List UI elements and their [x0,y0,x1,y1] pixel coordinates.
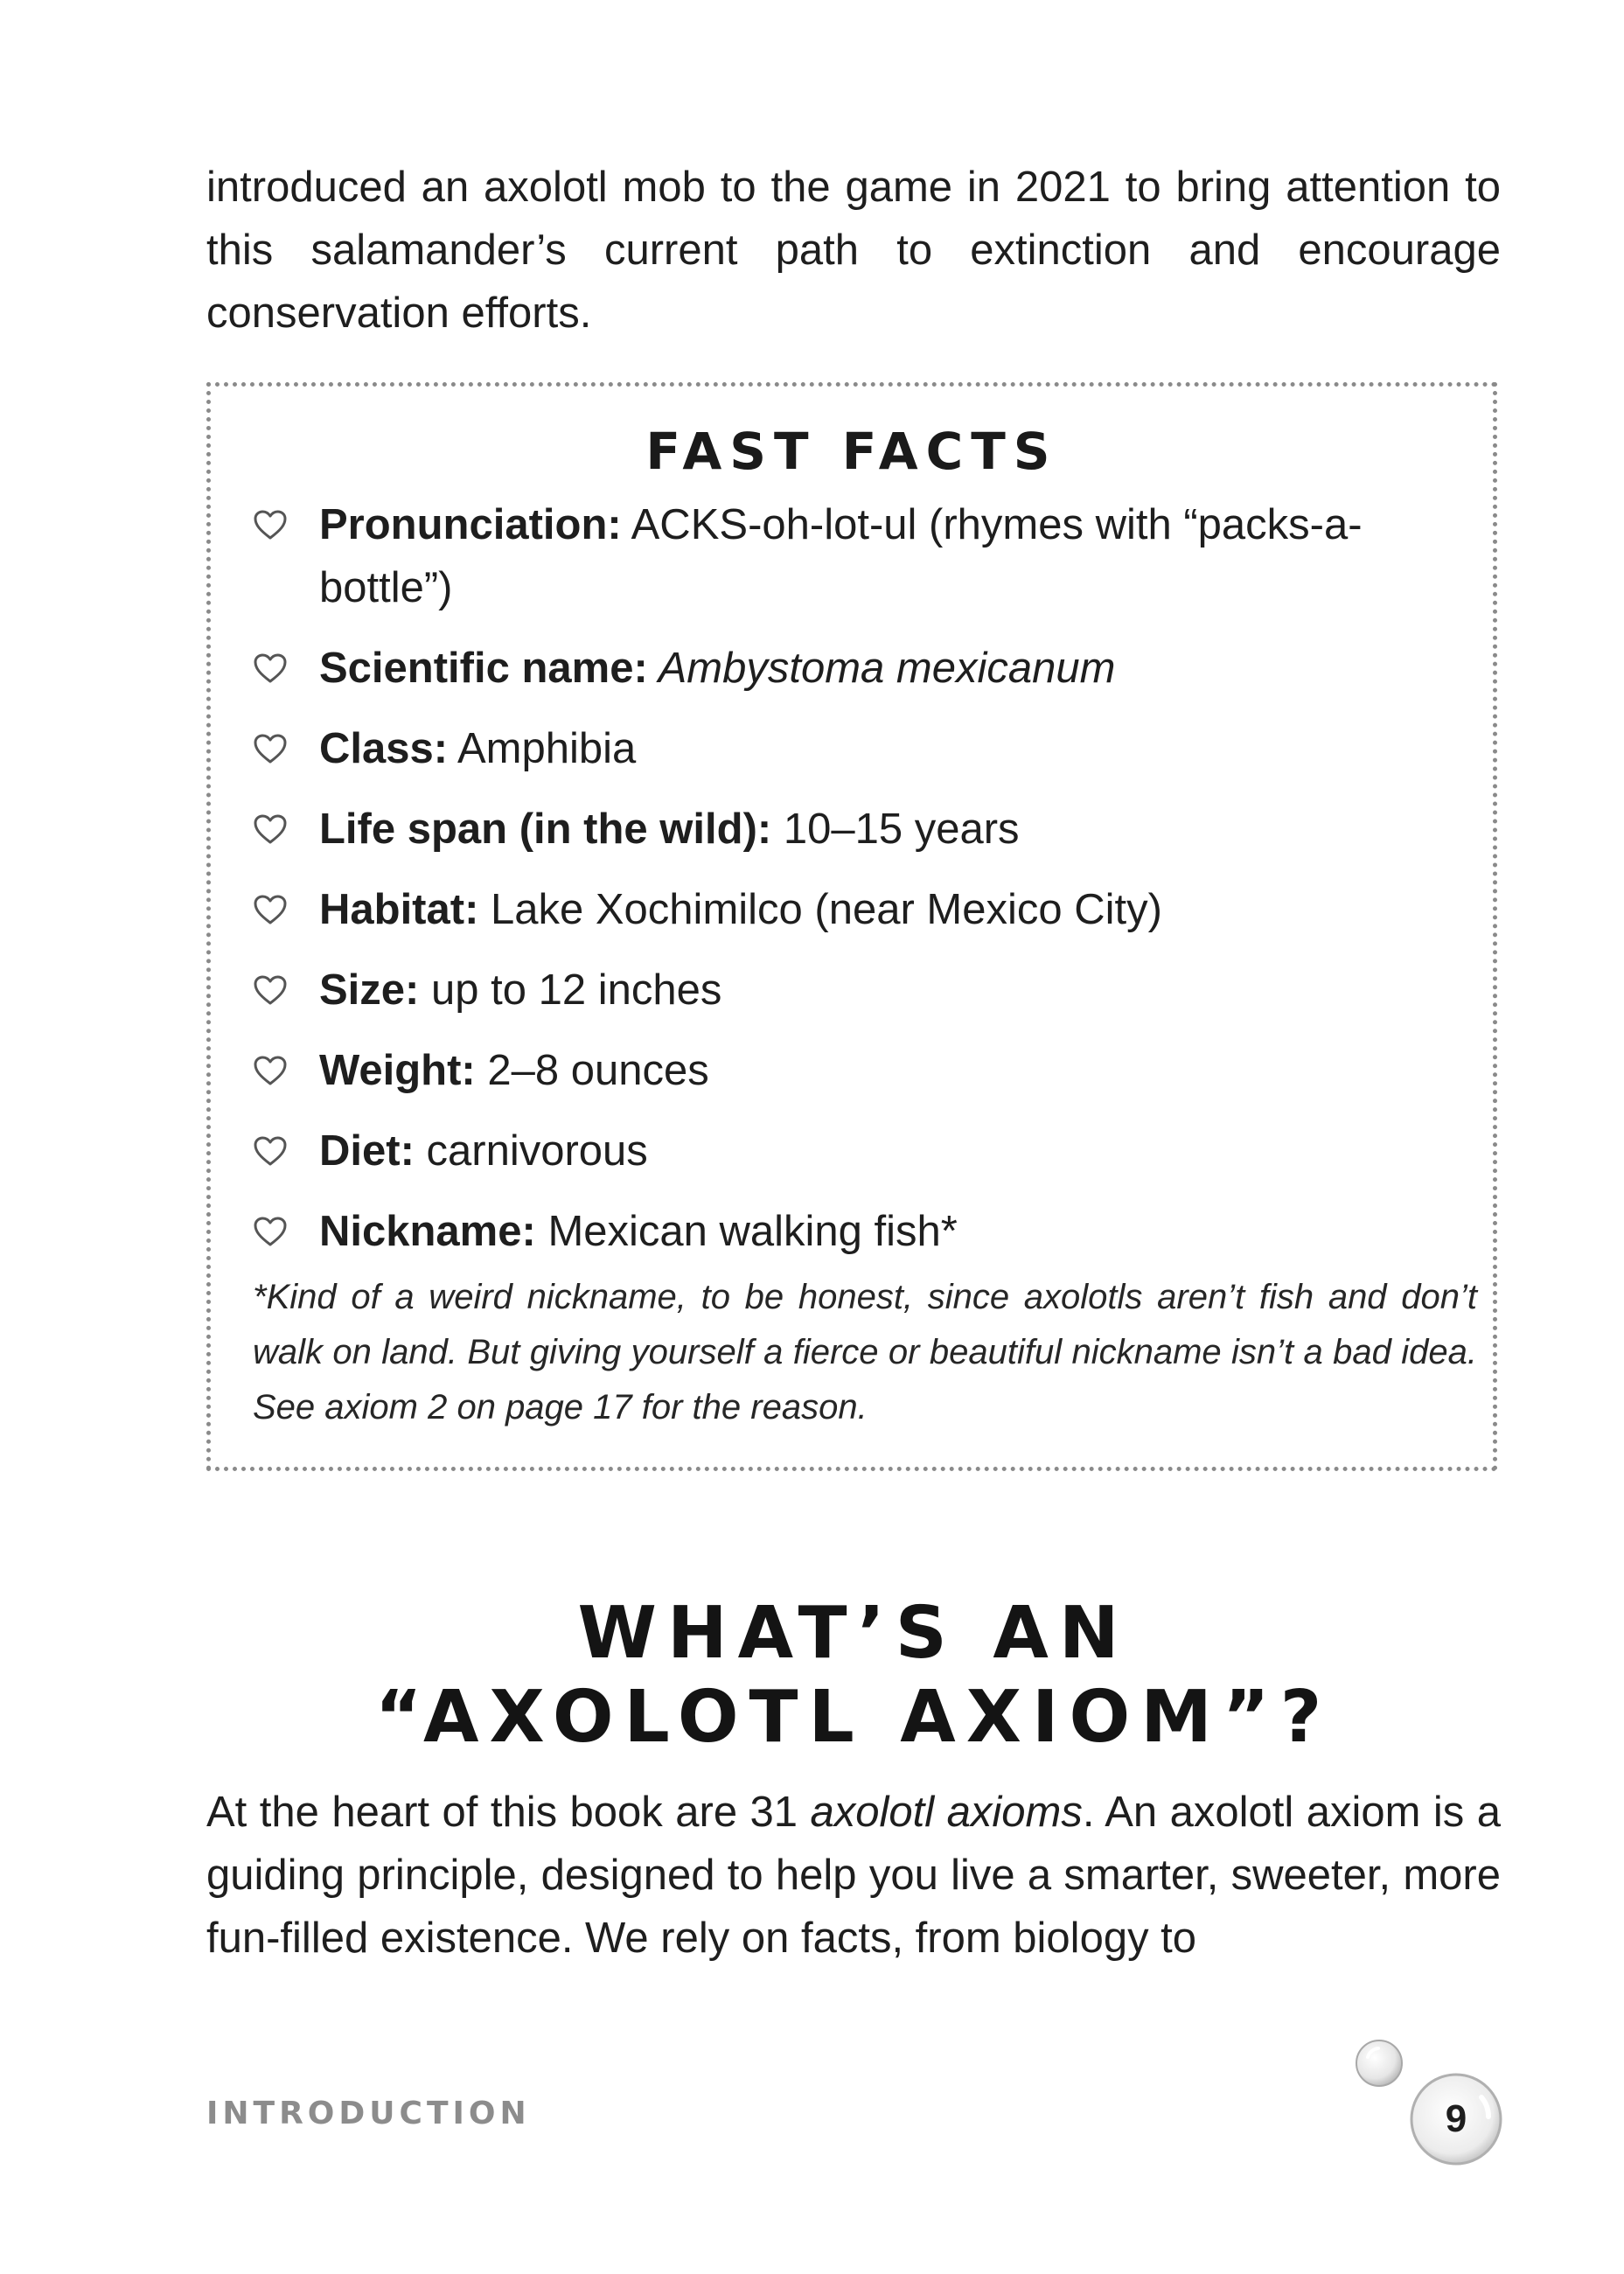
page-number: 9 [1445,2097,1467,2140]
fact-label: Scientific name: [319,645,648,692]
fact-label: Size: [319,966,420,1014]
fast-facts-title: FAST FACTS [645,422,1058,481]
fact-value: Ambystoma mexicanum [647,645,1116,692]
bubble-icon [1354,2038,1404,2089]
fact-value: Mexican walking fish* [535,1208,958,1255]
para-text-end: . An axolotl axiom is a guiding principle, designed to help you live a smarter, sweeter, more fun-filled existence. We rely on facts, from biology to [206,1789,1501,1962]
heart-outline-icon [253,894,288,925]
fact-label: Class: [319,725,449,772]
fact-value: up to 12 inches [419,966,722,1014]
section-body-paragraph [206,1781,1501,1970]
nickname-footnote: *Kind of a weird nickname, to be honest, since axolotls aren’t fish and don’t walk on land. But giving yourself a fierce or beautiful nickname isn’t a bad idea. See axiom 2 on page 17 for the reason. [253,1278,1477,1426]
fact-value: ACKS-oh-lot-ul (rhymes with “packs-a-bottle”) [319,501,1363,611]
footer-section-label: INTRODUCTION [206,2096,531,2131]
fact-item-pronunciation [253,493,1425,619]
fact-value: 10–15 years [771,806,1020,853]
fact-item-size [253,959,1425,1022]
section-heading-line1: WHAT’S AN [577,1592,1130,1675]
fact-item-class [253,717,1425,780]
fact-item-scientific-name [253,637,1425,700]
fact-item-diet [253,1120,1425,1182]
heart-outline-icon [253,974,288,1006]
fact-item-life-span [253,798,1425,861]
fact-value: 2–8 ounces [475,1047,709,1094]
fact-item-habitat [253,878,1425,941]
heart-outline-icon [253,509,288,541]
para-text-start: At the heart of this book are 31 [206,1789,811,1836]
heart-outline-icon [253,813,288,845]
heart-outline-icon [253,733,288,764]
heart-outline-icon [253,1135,288,1167]
fast-facts-list [253,493,1425,1280]
heart-outline-icon [253,1216,288,1247]
fact-label: Life span (in the wild): [319,806,772,853]
para-italic-term: axolotl axioms [810,1789,1083,1836]
intro-paragraph: introduced an axolotl mob to the game in 2021 to bring attention to this salamander’s current path to extinction and encourage conservation efforts. [206,164,1501,337]
fact-label: Diet: [319,1127,415,1175]
fact-label: Pronunciation: [319,501,622,548]
fact-label: Nickname: [319,1208,536,1255]
fact-value: Amphibia [448,725,637,772]
fact-item-nickname [253,1200,1425,1263]
fact-label: Weight: [319,1047,476,1094]
fact-label: Habitat: [319,886,479,933]
heart-outline-icon [253,1055,288,1086]
heart-outline-icon [253,652,288,684]
fact-item-weight [253,1039,1425,1102]
section-heading-line2: “AXOLOTL AXIOM”? [374,1676,1333,1759]
fact-value: Lake Xochimilco (near Mexico City) [478,886,1162,933]
fast-facts-box [206,382,1497,1471]
section-heading [206,1592,1501,1760]
fact-value: carnivorous [414,1127,648,1175]
